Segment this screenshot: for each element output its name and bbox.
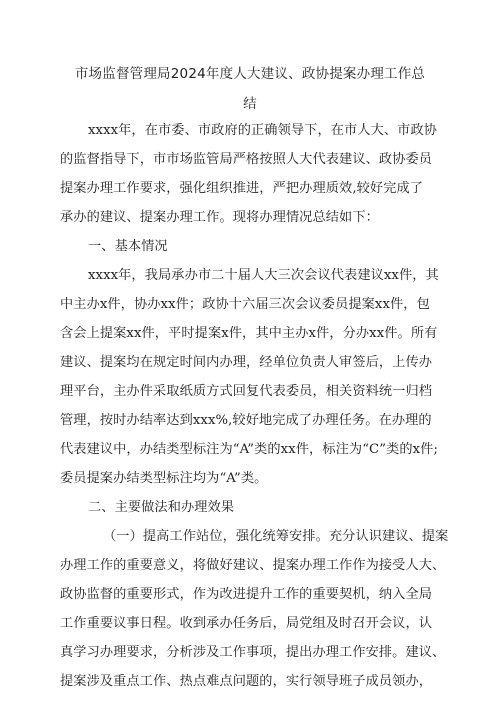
paragraph-basic-line-2: 中主办x件，协办xx件；政协十六届三次会议委员提案xx件，包 bbox=[60, 297, 430, 312]
paragraph-intro-line-1: xxxx年，在市委、市政府的正确领导下，在市人大、市政协 bbox=[88, 123, 438, 138]
document-title-line-2: 结 bbox=[243, 96, 257, 112]
paragraph-practice-line-3: 政协监督的重要形式，作为改进提升工作的重要契机，纳入全局 bbox=[60, 587, 433, 602]
paragraph-intro-line-3: 提案办理工作要求，强化组织推进，严把办理质效,较好完成了 bbox=[60, 181, 424, 196]
paragraph-basic-line-8: 委员提案办结类型标注均为“A”类。 bbox=[60, 471, 268, 486]
paragraph-practice-line-2: 办理工作的重要意义，将做好建议、提案办理工作作为接受人大、 bbox=[60, 558, 446, 573]
paragraph-basic-line-4: 建议、提案均在规定时间内办理，经单位负责人审签后，上传办 bbox=[60, 355, 433, 370]
section-heading-basic-info: 一、基本情况 bbox=[88, 239, 168, 254]
paragraph-practice-line-4: 工作重要议事日程。收到承办任务后，局党组及时召开会议，认 bbox=[60, 616, 433, 631]
paragraph-basic-line-3: 含会上提案xx件，平时提案x件，其中主办x件，分办xx件。所有 bbox=[60, 326, 438, 341]
section-heading-main-practices: 二、主要做法和办理效果 bbox=[88, 500, 235, 515]
paragraph-basic-line-5: 理平台，主办件采取纸质方式回复代表委员，相关资料统一归档 bbox=[60, 384, 433, 399]
subsection-heading-line-1: （一）提高工作站位，强化统筹安排。充分认识建议、提案 bbox=[103, 529, 449, 544]
paragraph-practice-line-5: 真学习办理要求，分析涉及工作事项，提出办理工作安排。建议、 bbox=[60, 645, 446, 660]
paragraph-practice-line-6: 提案涉及重点工作、热点难点问题的，实行领导班子成员领办， bbox=[60, 674, 433, 689]
paragraph-basic-line-1: xxxx年，我局承办市二十届人大三次会议代表建议xx件，其 bbox=[88, 268, 439, 283]
document-title-line-1: 市场监督管理局2024年度人大建议、政协提案办理工作总 bbox=[74, 66, 426, 82]
paragraph-basic-line-6: 管理，按时办结率达到xxx%,较好地完成了办理任务。在办理的 bbox=[60, 413, 432, 428]
paragraph-intro-line-2: 的监督指导下，市市场监管局严格按照人大代表建议、政协委员 bbox=[60, 152, 433, 167]
paragraph-basic-line-7: 代表建议中，办结类型标注为“A”类的xx件，标注为“C”类的x件; bbox=[60, 442, 439, 457]
paragraph-intro-line-4: 承办的建议、提案办理工作。现将办理情况总结如下： bbox=[60, 210, 379, 225]
